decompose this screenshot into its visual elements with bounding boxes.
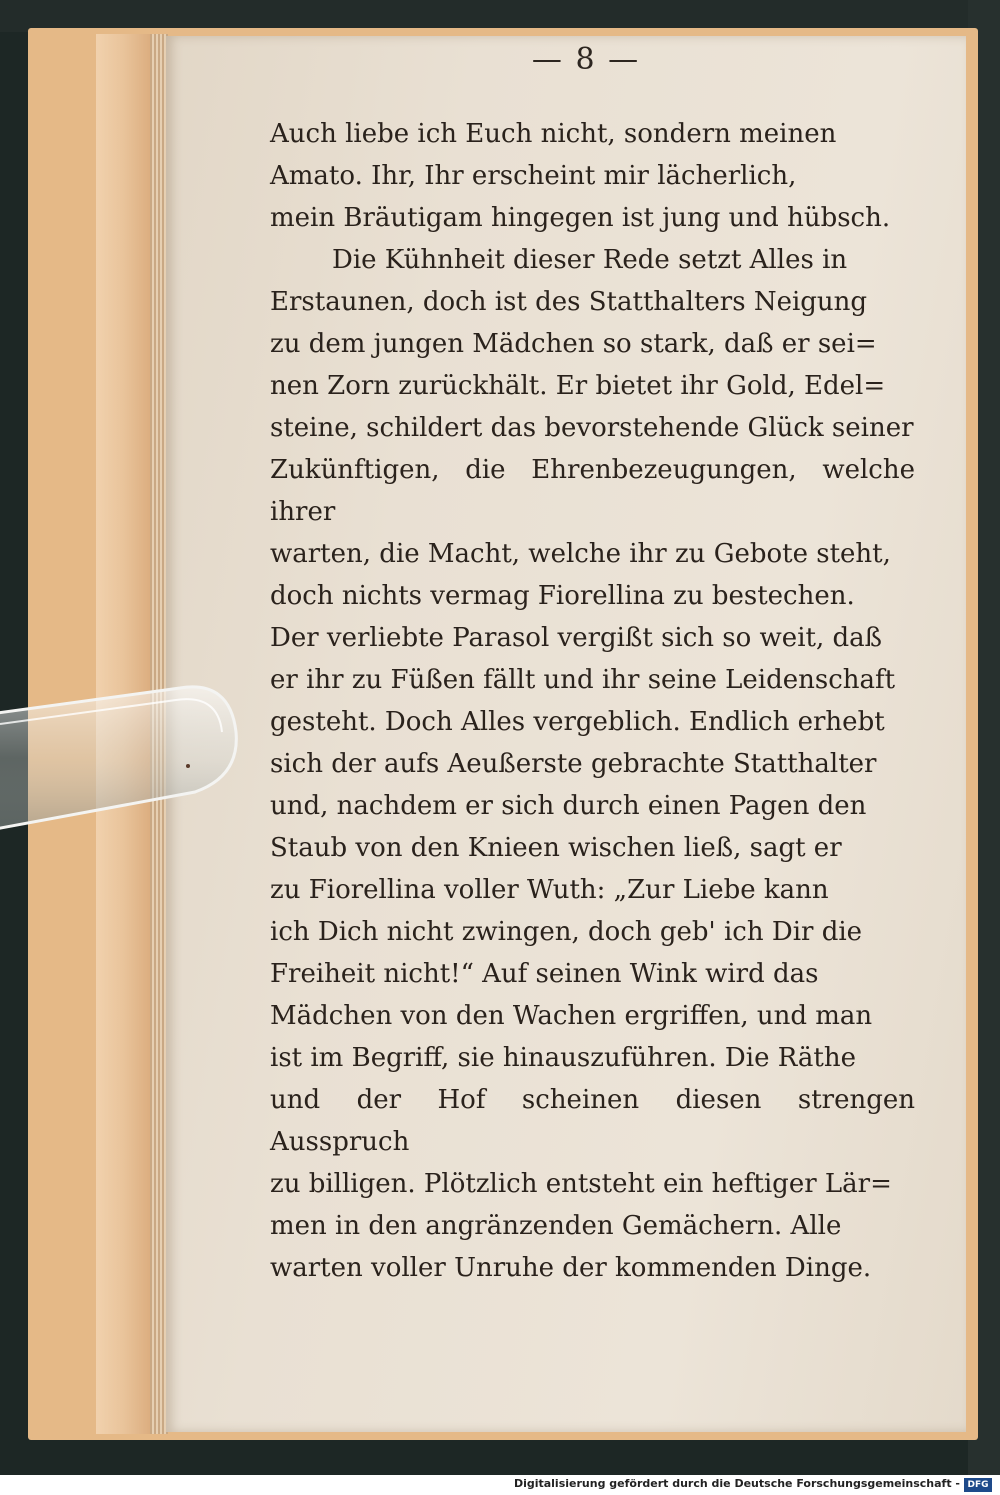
- text-line: zu dem jungen Mädchen so stark, daß er sei=: [270, 329, 877, 359]
- text-line: men in den angränzenden Gemächern. Alle: [270, 1211, 842, 1241]
- text-line: ich Dich nicht zwingen, doch geb' ich Dir die: [270, 917, 863, 947]
- text-line: und der Hof scheinen diesen strengen Ausspruch: [270, 1085, 915, 1157]
- text-line: zu billigen. Plötzlich entsteht ein heftiger Lär=: [270, 1169, 892, 1199]
- dfg-logo: DFG: [964, 1478, 992, 1492]
- text-line: Staub von den Knieen wischen ließ, sagt er: [270, 833, 842, 863]
- text-line: er ihr zu Füßen fällt und ihr seine Leidenschaft: [270, 665, 896, 695]
- digitization-credit: Digitalisierung gefördert durch die Deutsche Forschungsgemeinschaft -: [513, 1477, 960, 1490]
- page-number: — 8 —: [531, 42, 641, 77]
- text-line: warten voller Unruhe der kommenden Dinge.: [270, 1253, 872, 1283]
- page-clip-icon: [0, 680, 250, 850]
- text-line: sich der aufs Aeußerste gebrachte Statthalter: [270, 749, 877, 779]
- text-line: Der verliebte Parasol vergißt sich so weit, daß: [270, 623, 883, 653]
- text-line: nen Zorn zurückhält. Er bietet ihr Gold, Edel=: [270, 371, 886, 401]
- text-line: warten, die Macht, welche ihr zu Gebote steht,: [270, 539, 891, 569]
- text-line: Auch liebe ich Euch nicht, sondern meinen: [270, 119, 837, 149]
- text-line: Freiheit nicht!“ Auf seinen Wink wird das: [270, 959, 819, 989]
- body-text: [270, 113, 915, 1289]
- text-line: Zukünftigen, die Ehrenbezeugungen, welche ihrer: [270, 455, 915, 527]
- text-line: Die Kühnheit dieser Rede setzt Alles in: [332, 245, 848, 275]
- text-line: doch nichts vermag Fiorellina zu bestechen.: [270, 581, 855, 611]
- text-line: Amato. Ihr, Ihr erscheint mir lächerlich,: [270, 161, 797, 191]
- bleed-through: [272, 1150, 912, 1270]
- text-line: Erstaunen, doch ist des Statthalters Neigung: [270, 287, 868, 317]
- text-line: steine, schildert das bevorstehende Glück seiner: [270, 413, 914, 443]
- text-line: ist im Begriff, sie hinauszuführen. Die Räthe: [270, 1043, 856, 1073]
- text-line: Mädchen von den Wachen ergriffen, und man: [270, 1001, 873, 1031]
- text-line: zu Fiorellina voller Wuth: „Zur Liebe kann: [270, 875, 829, 905]
- text-line: mein Bräutigam hingegen ist jung und hübsch.: [270, 203, 891, 233]
- footer-bar: [0, 1475, 1000, 1495]
- text-line: gesteht. Doch Alles vergeblich. Endlich erhebt: [270, 707, 885, 737]
- text-line: und, nachdem er sich durch einen Pagen den: [270, 791, 867, 821]
